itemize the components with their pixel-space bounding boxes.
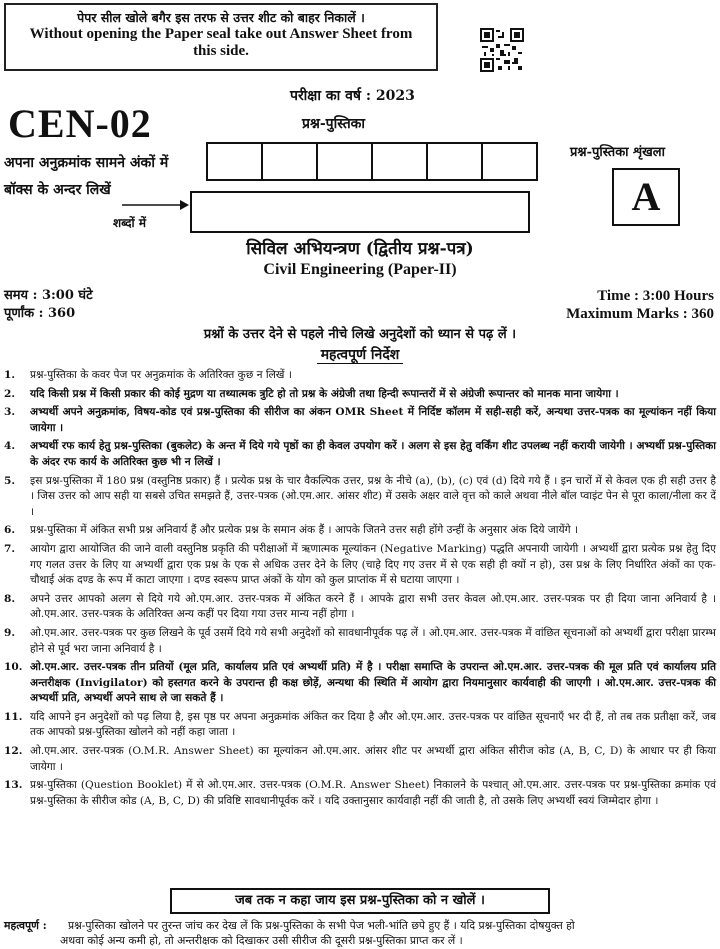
time-hindi: समय : 3:00 घंटे — [4, 288, 93, 303]
roll-instruction-line1: अपना अनुक्रमांक सामने अंकों में — [4, 155, 169, 171]
item-number: 2. — [4, 387, 16, 400]
item-number: 6. — [4, 524, 16, 537]
item-number: 8. — [4, 592, 16, 605]
list-item — [4, 405, 716, 436]
subject-english: Civil Engineering (Paper-II) — [263, 261, 457, 278]
item-text: अभ्यर्थी रफ कार्य हेतु प्रश्न-पुस्तिका (बुकलेट) के अन्त में दिये गये पृष्ठों का ही केवल उपयोग करें । अलग से इस हेतु वर्किंग शीट उपलब्ध नहीं करायी जायेगी । अभ्यर्थी प्रश्न-पुस्तिका के अंदर रफ कार्य के अतिरिक्त कुछ भी न लिखें । — [30, 440, 716, 468]
time-marks-english — [566, 287, 714, 323]
important-note — [4, 918, 716, 948]
qr-code — [480, 28, 524, 72]
roll-digit-box[interactable] — [261, 142, 318, 181]
list-item — [4, 439, 716, 470]
roll-digit-box[interactable] — [316, 142, 373, 181]
item-text: ओ.एम.आर. उत्तर-पत्रक (O.M.R. Answer Sheet) का मूल्यांकन ओ.एम.आर. आंसर शीट पर अभ्यर्थी द्वारा अंकित सीरीज कोड (A, B, C, D) के आधार पर ही किया जायेगा । — [30, 745, 716, 773]
item-number: 1. — [4, 369, 16, 381]
item-number: 12. — [4, 745, 23, 758]
subject-hindi: सिविल अभियन्त्रण (द्वितीय प्रश्न-पत्र) — [246, 239, 474, 259]
roll-digit-box[interactable] — [481, 142, 538, 181]
read-instructions-note: प्रश्नों के उत्तर देने से पहले नीचे लिखे अनुदेशों को ध्यान से पढ़ लें । — [203, 327, 517, 342]
roll-digit-box[interactable] — [371, 142, 428, 181]
roll-number-digit-boxes[interactable] — [208, 142, 538, 181]
item-number: 3. — [4, 406, 16, 419]
item-number: 10. — [4, 661, 23, 674]
important-note-line2: अथवा कोई अन्य कमी हो, तो अन्तरीक्षक को दिखाकर उसी सीरीज की दूसरी प्रश्न-पुस्तिका प्राप्त कर लें । — [60, 934, 463, 947]
item-text: प्रश्न-पुस्तिका में अंकित सभी प्रश्न अनिवार्य हैं और प्रत्येक प्रश्न के समान अंक हैं । आपके जितने उत्तर सही होंगे उन्हीं के अनुसार अंक दिये जायेंगे । — [30, 524, 578, 537]
item-number: 9. — [4, 626, 16, 639]
item-number: 11. — [4, 710, 23, 723]
list-item — [4, 778, 716, 809]
item-text: ओ.एम.आर. उत्तर-पत्रक तीन प्रतियों (मूल प्रति, कार्यालय प्रति एवं अभ्यर्थी प्रति) में है । परीक्षा समाप्ति के उपरान्त ओ.एम.आर. उत्तर-पत्रक की मूल प्रति एवं कार्यालय प्रति अन्तरीक्षक (Invigilator) को हस्तगत करने के उपरान्त ही कक्ष छोड़ें, अन्यथा की स्थिति में आयोग द्वारा नियमानुसार कार्यवाही की जाएगी । ओ.एम.आर. उत्तर-पत्रक की अभ्यर्थी प्रति, अभ्यर्थी अपने साथ ले जा सकते हैं । — [30, 661, 716, 705]
time-english: Time : 3:00 Hours — [597, 288, 714, 304]
item-text: ओ.एम.आर. उत्तर-पत्रक पर कुछ लिखने के पूर्व उसमें दिये गये सभी अनुदेशों को सावधानीपूर्वक पढ़ लें । ओ.एम.आर. उत्तर-पत्रक में वांछित सूचनाओं को अभ्यर्थी द्वारा परीक्षा प्रारम्भ होने से पूर्व भरा जाना अनिवार्य है । — [30, 626, 716, 655]
important-note-label: महत्वपूर्ण : — [4, 919, 47, 932]
item-text: प्रश्न-पुस्तिका (Question Booklet) में से ओ.एम.आर. उत्तर-पत्रक (O.M.R. Answer Sheet) निकालने के पश्चात् ओ.एम.आर. उत्तर-पत्रक पर प्रश्न-पुस्तिका क्रमांक एवं प्रश्न-पुस्तिका के सीरीज कोड (A, B, C, D) की प्रविष्टि सावधानीपूर्वक करें । यदि उक्तानुसार कार्यवाही नहीं की जाती है, तो उसके लिए अभ्यर्थी स्वयं जिम्मेदार होगा । — [30, 779, 716, 807]
list-item — [4, 523, 716, 539]
item-number: 13. — [4, 779, 23, 792]
item-number: 4. — [4, 440, 16, 453]
item-text: इस प्रश्न-पुस्तिका में 180 प्रश्न (वस्तुनिष्ठ प्रकार) हैं । प्रत्येक प्रश्न के चार वैकल्पिक उत्तर, प्रश्न के नीचे (a), (b), (c) एवं (d) दिये गये हैं । इन चारों में से केवल एक ही सही उत्तर है । जिस उत्तर को आप सही या सबसे उचित समझते हैं, उत्तर-पत्रक (ओ.एम.आर. आंसर शीट) में उसके अक्षर वाले वृत्त को काले अथवा नीले बॉल प्वाइंट पेन से पूरा काला/नीला कर दें । — [30, 474, 716, 518]
list-item — [4, 744, 716, 775]
time-marks-hindi — [4, 287, 93, 323]
booklet-label: प्रश्न-पुस्तिका — [302, 116, 366, 132]
marks-hindi: पूर्णांक : 360 — [4, 306, 76, 321]
list-item — [4, 626, 716, 657]
item-number: 7. — [4, 542, 16, 555]
roll-number-words-box[interactable] — [190, 191, 530, 233]
list-item — [4, 660, 716, 707]
item-number: 5. — [4, 474, 16, 487]
roll-digit-box[interactable] — [426, 142, 483, 181]
roll-digit-box[interactable] — [206, 142, 263, 181]
seal-notice-box — [4, 3, 438, 71]
exam-code: CEN-02 — [8, 101, 152, 146]
roll-instruction-line2: बॉक्स के अन्दर लिखें — [4, 182, 111, 198]
item-text: यदि आपने इन अनुदेशों को पढ़ लिया है, इस पृष्ठ पर अपना अनुक्रमांक अंकित कर दिया है और ओ.एम.आर. उत्तर-पत्रक पर वांछित सूचनाएँ भर दी हैं, तो तब तक प्रतीक्षा करें, जब तक आपको प्रश्न-पुस्तिका खोलने को नहीं कहा जाता । — [30, 710, 716, 739]
seal-notice-english-line2: this side. — [193, 43, 249, 59]
item-text: अभ्यर्थी अपने अनुक्रमांक, विषय-कोड एवं प्रश्न-पुस्तिका की सीरीज का अंकन OMR Sheet में निर्दिष्ट कॉलम में सही-सही करें, अन्यथा उत्तर-पत्रक का मूल्यांकन नहीं किया जायेगा । — [30, 406, 716, 434]
instructions-list — [4, 368, 716, 812]
item-text: प्रश्न-पुस्तिका के कवर पेज पर अनुक्रमांक के अतिरिक्त कुछ न लिखें । — [30, 369, 292, 381]
series-box: A — [612, 168, 680, 226]
item-text: अपने उत्तर आपको अलग से दिये गये ओ.एम.आर. उत्तर-पत्रक में अंकित करने हैं । आपके द्वारा सभी उत्तर केवल ओ.एम.आर. उत्तर-पत्रक पर ही दिया जाना अनिवार्य है । ओ.एम.आर. उत्तर-पत्रक के अतिरिक्त अन्य कहीं पर दिया गया उत्तर मान्य नहीं होगा । — [30, 592, 716, 621]
series-label: प्रश्न-पुस्तिका शृंखला — [570, 145, 665, 160]
list-item — [4, 542, 716, 589]
list-item — [4, 592, 716, 623]
arrow-right-icon — [120, 198, 190, 212]
important-note-line1: प्रश्न-पुस्तिका खोलने पर तुरन्त जांच कर देख लें कि प्रश्न-पुस्तिका के सभी पेज भली-भांति छपे हुए हैं । यदि प्रश्न-पुस्तिका दोषयुक्त हो — [68, 919, 575, 932]
seal-notice-english-line1: Without opening the Paper seal take out Answer Sheet from — [29, 26, 413, 42]
item-text: यदि किसी प्रश्न में किसी प्रकार की कोई मुद्रण या तथ्यात्मक त्रुटि हो तो प्रश्न के अंग्रेजी तथा हिन्दी रूपान्तरों में से अंग्रेजी रूपान्तर को मानक माना जायेगा । — [30, 387, 619, 400]
seal-notice-hindi: पेपर सील खोले बगैर इस तरफ से उत्तर शीट को बाहर निकालें । — [77, 10, 365, 25]
important-heading-text: महत्वपूर्ण निर्देश — [317, 347, 404, 364]
important-heading — [0, 345, 720, 364]
list-item — [4, 710, 716, 741]
list-item — [4, 368, 716, 384]
item-text: आयोग द्वारा आयोजित की जाने वाली वस्तुनिष्ठ प्रकृति की परीक्षाओं में ऋणात्मक मूल्यांकन (Negative Marking) पद्धति अपनायी जायेगी । अभ्यर्थी द्वारा प्रत्येक प्रश्न हेतु दिए गए गलत उत्तर के लिए या अभ्यर्थी द्वारा एक प्रश्न के एक से अधिक उत्तर देने के लिए (चाहे दिए गए उत्तर में से एक सही ही क्यों न हो), उस प्रश्न के लिए निर्धारित अंकों का एक-चौथाई अंक दण्ड के रूप में काटा जाएगा । दण्ड स्वरूप प्राप्त अंकों के योग को कुल प्राप्तांक में से घटाया जाएगा । — [30, 542, 716, 587]
roll-in-words-label: शब्दों में — [113, 216, 146, 230]
marks-english: Maximum Marks : 360 — [566, 306, 714, 322]
do-not-open-notice: जब तक न कहा जाय इस प्रश्न-पुस्तिका को न खोलें । — [170, 888, 550, 914]
list-item — [4, 387, 716, 403]
list-item — [4, 474, 716, 521]
exam-year: परीक्षा का वर्ष : 2023 — [290, 88, 415, 104]
roll-instruction — [4, 150, 168, 204]
